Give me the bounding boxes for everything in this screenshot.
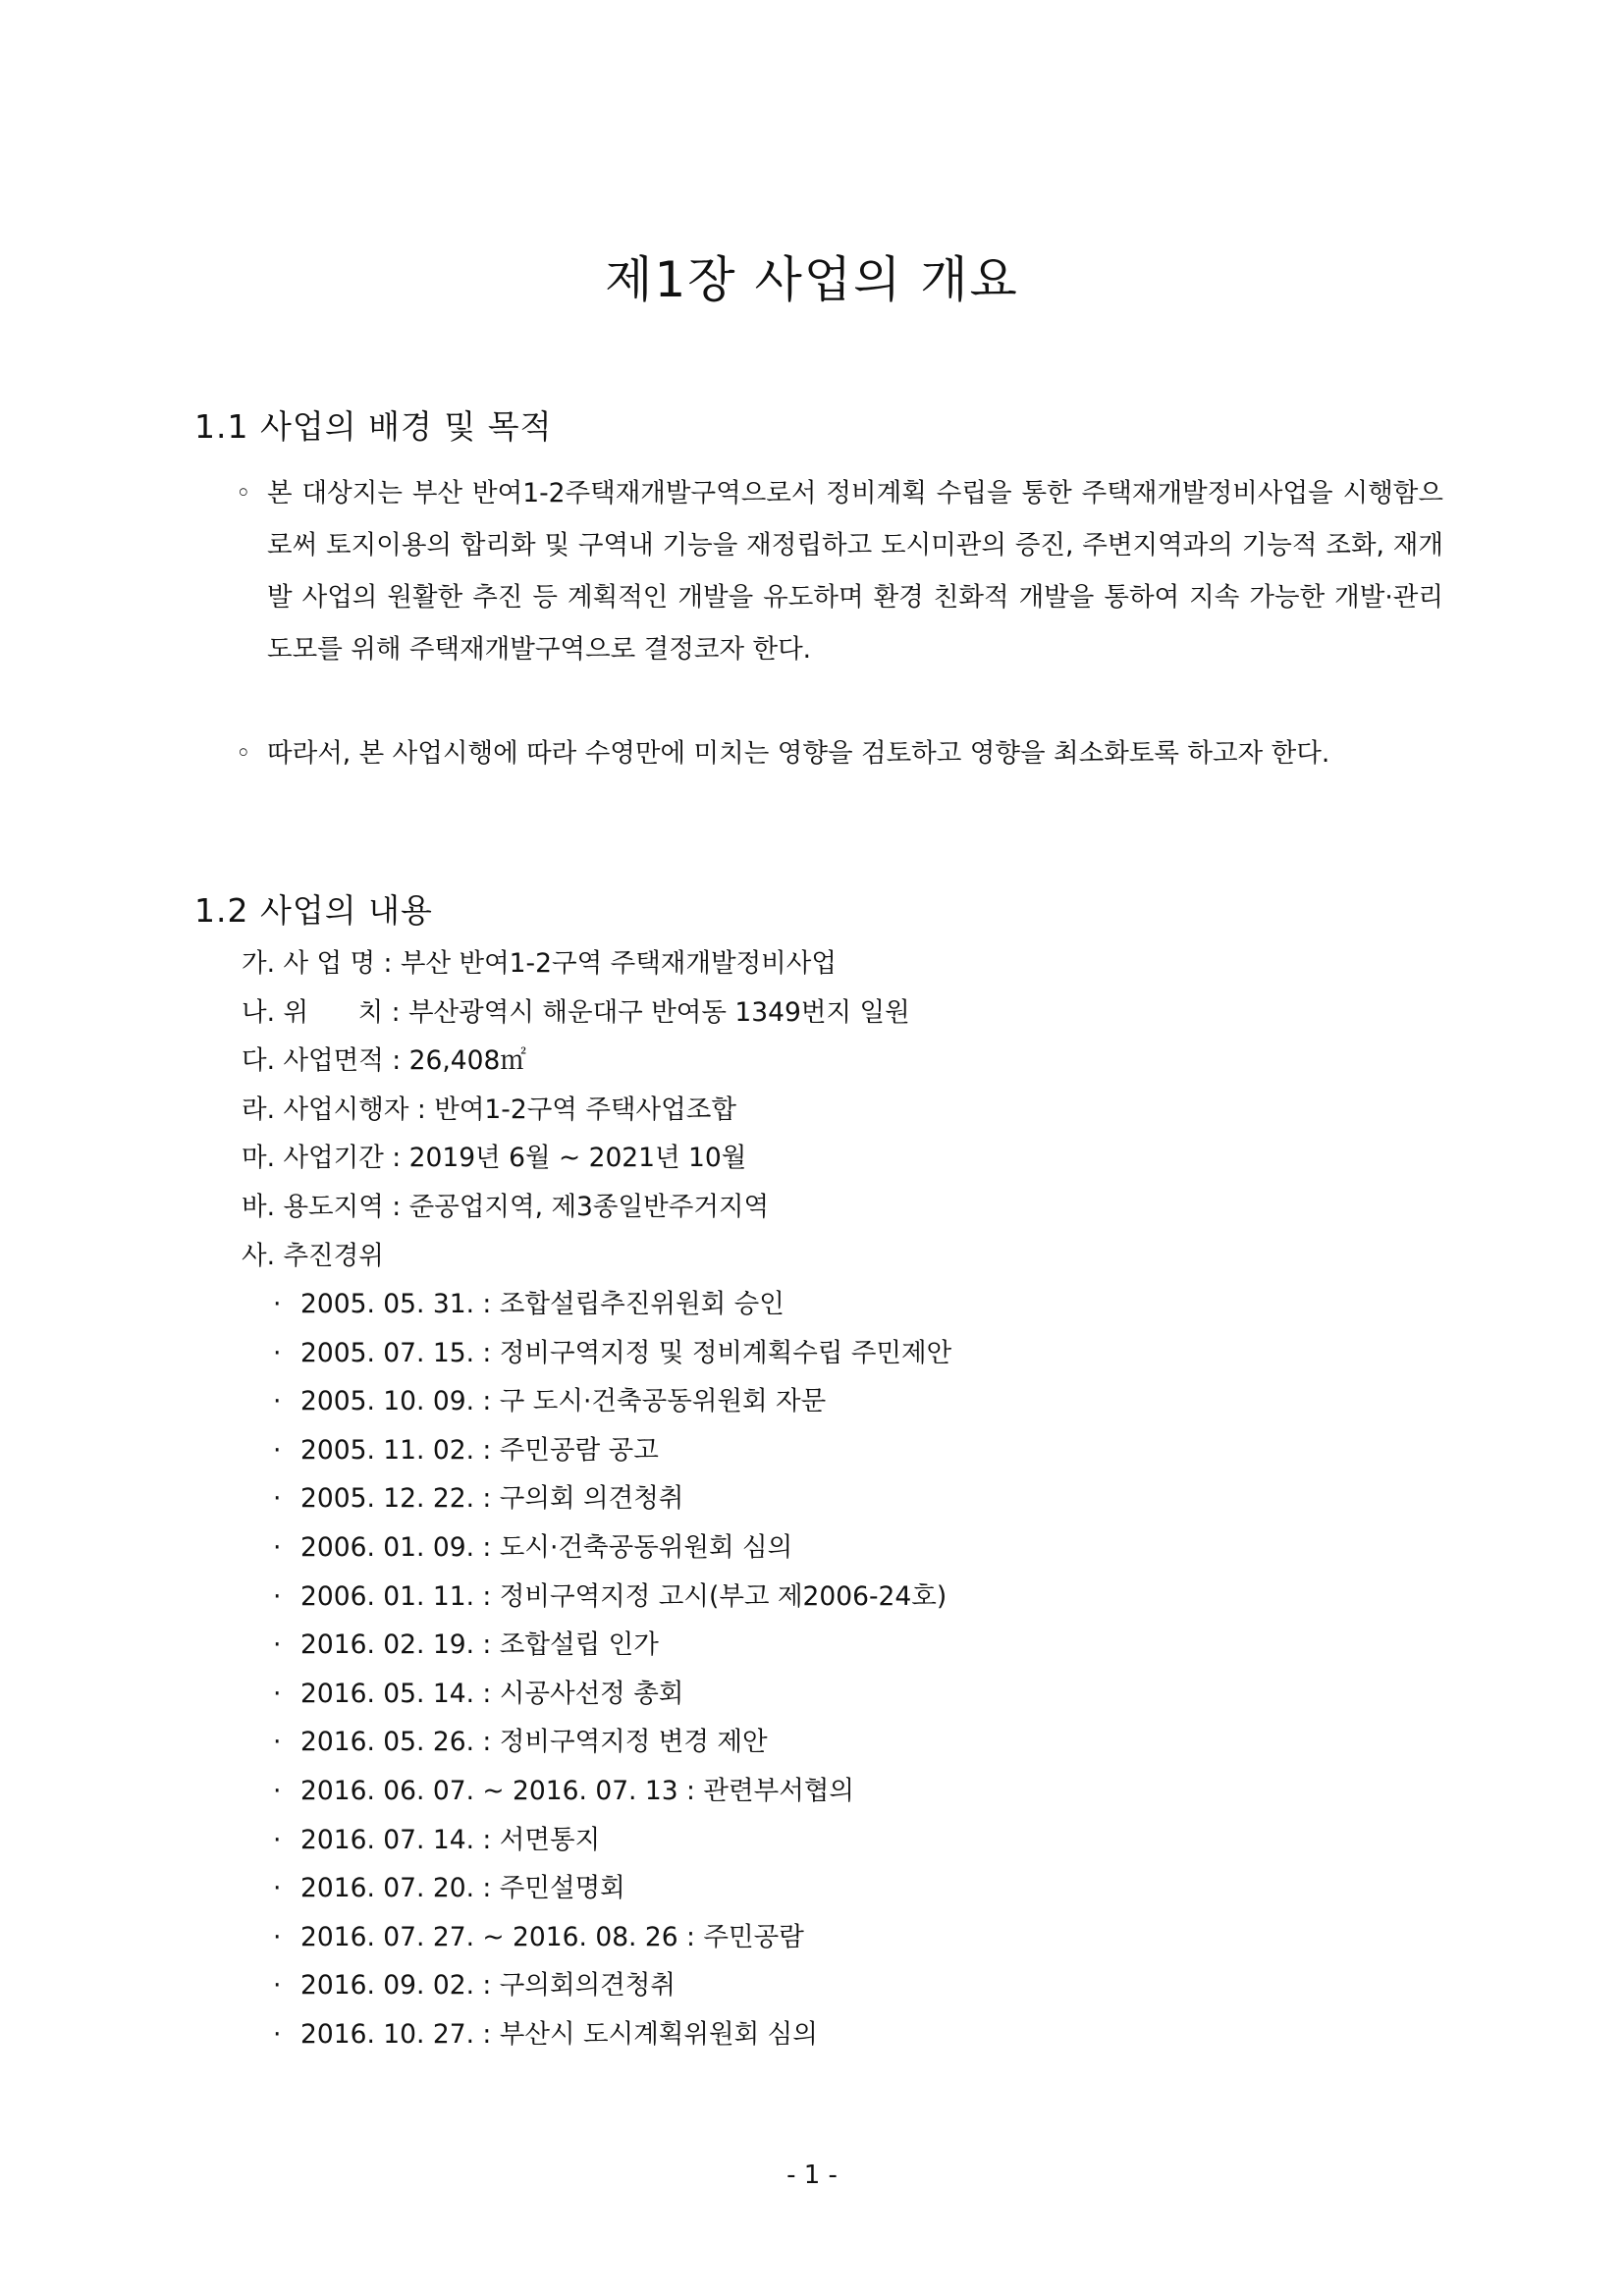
history-text: 2005. 07. 15. : 정비구역지정 및 정비계획수립 주민제안 <box>300 1337 952 1368</box>
info-period: 마. 사업기간 : 2019년 6월 ~ 2021년 10월 <box>242 1143 747 1174</box>
history-bullet: · <box>273 1873 282 1904</box>
history-bullet: · <box>273 1289 282 1319</box>
history-item <box>273 1816 1451 1865</box>
history-bullet: · <box>273 2018 282 2050</box>
history-bullet: · <box>273 1921 282 1952</box>
history-text: 2016. 05. 26. : 정비구역지정 변경 제안 <box>300 1727 768 1758</box>
history-bullet: · <box>273 1678 282 1709</box>
bullet-mark: ◦ <box>236 478 251 508</box>
history-item <box>273 2010 1451 2059</box>
history-item <box>273 1670 1451 1719</box>
info-zoning: 바. 용도지역 : 준공업지역, 제3종일반주거지역 <box>242 1191 770 1222</box>
history-bullet: · <box>273 1970 282 2002</box>
history-text: 2016. 02. 19. : 조합설립 인가 <box>300 1629 659 1661</box>
history-item <box>273 1573 1451 1622</box>
info-project-name: 가. 사 업 명 : 부산 반여1-2구역 주택재개발정비사업 <box>242 948 837 979</box>
history-item <box>273 1913 1451 1962</box>
history-item <box>273 1864 1451 1913</box>
page-number: - 1 - <box>786 2161 838 2190</box>
history-bullet: · <box>273 1727 282 1758</box>
history-item <box>273 1767 1451 1816</box>
history-bullet: · <box>273 1629 282 1661</box>
history-text: 2005. 05. 31. : 조합설립추진위원회 승인 <box>300 1289 785 1319</box>
project-info-list <box>242 939 1420 1280</box>
history-text: 2016. 07. 20. : 주민설명회 <box>300 1873 625 1904</box>
history-bullet: · <box>273 1434 282 1466</box>
history-bullet: · <box>273 1824 282 1855</box>
history-item <box>273 1523 1451 1573</box>
history-bullet: · <box>273 1386 282 1417</box>
section-heading-content: 1.2 사업의 내용 <box>194 891 433 930</box>
history-item <box>273 1474 1451 1523</box>
history-text: 2005. 12. 22. : 구의회 의견청취 <box>300 1483 684 1515</box>
history-list <box>273 1280 1451 2059</box>
info-history-heading: 사. 추진경위 <box>242 1240 384 1271</box>
info-operator: 라. 사업시행자 : 반여1-2구역 주택사업조합 <box>242 1094 736 1125</box>
history-text: 2016. 10. 27. : 부산시 도시계획위원회 심의 <box>300 2018 818 2050</box>
history-text: 2016. 07. 14. : 서면통지 <box>300 1824 601 1855</box>
history-text: 2016. 05. 14. : 시공사선정 총회 <box>300 1678 684 1709</box>
history-item <box>273 1426 1451 1475</box>
history-text: 2016. 06. 07. ~ 2016. 07. 13 : 관련부서협의 <box>300 1775 854 1806</box>
history-bullet: · <box>273 1337 282 1368</box>
history-text: 2005. 11. 02. : 주민공람 공고 <box>300 1434 659 1466</box>
paragraph-text: 따라서, 본 사업시행에 따라 수영만에 미치는 영향을 검토하고 영향을 최소화토록 하고자 한다. <box>267 738 1330 769</box>
paragraph-background <box>236 467 1443 675</box>
history-text: 2005. 10. 09. : 구 도시·건축공동위원회 자문 <box>300 1386 827 1417</box>
page-title: 제1장 사업의 개요 <box>605 251 1019 308</box>
info-location: 나. 위 치 : 부산광역시 해운대구 반여동 1349번지 일원 <box>242 996 910 1028</box>
history-item <box>273 1718 1451 1767</box>
bullet-mark: ◦ <box>236 738 251 769</box>
history-text: 2016. 09. 02. : 구의회의견청취 <box>300 1970 676 2002</box>
history-text: 2006. 01. 09. : 도시·건축공동위원회 심의 <box>300 1531 793 1563</box>
history-bullet: · <box>273 1580 282 1612</box>
section-heading-background: 1.1 사업의 배경 및 목적 <box>194 407 553 446</box>
history-item <box>273 1377 1451 1426</box>
history-item <box>273 1961 1451 2010</box>
history-bullet: · <box>273 1775 282 1806</box>
paragraph-impact <box>236 727 1443 779</box>
history-item <box>273 1329 1451 1378</box>
history-text: 2016. 07. 27. ~ 2016. 08. 26 : 주민공람 <box>300 1921 804 1952</box>
history-text: 2006. 01. 11. : 정비구역지정 고시(부고 제2006-24호) <box>300 1580 947 1612</box>
paragraph-text: 본 대상지는 부산 반여1-2주택재개발구역으로서 정비계획 수립을 통한 주택재개발정비사업을 시행함으로써 토지이용의 합리화 및 구역내 기능을 재정립하고 도시미관의 증진, 주변지역과의 기능적 조화, 재개발 사업의 원활한 추진 등 계획적인 개발을 유도하며 환경 친화적 개발을 통하여 지속 가능한 개발·관리 도모를 위해 주택재개발구역으로 결정코자 한다. <box>267 478 1443 665</box>
history-item <box>273 1280 1451 1329</box>
history-item <box>273 1621 1451 1670</box>
history-bullet: · <box>273 1531 282 1563</box>
info-area: 다. 사업면적 : 26,408㎡ <box>242 1045 526 1077</box>
history-bullet: · <box>273 1483 282 1515</box>
